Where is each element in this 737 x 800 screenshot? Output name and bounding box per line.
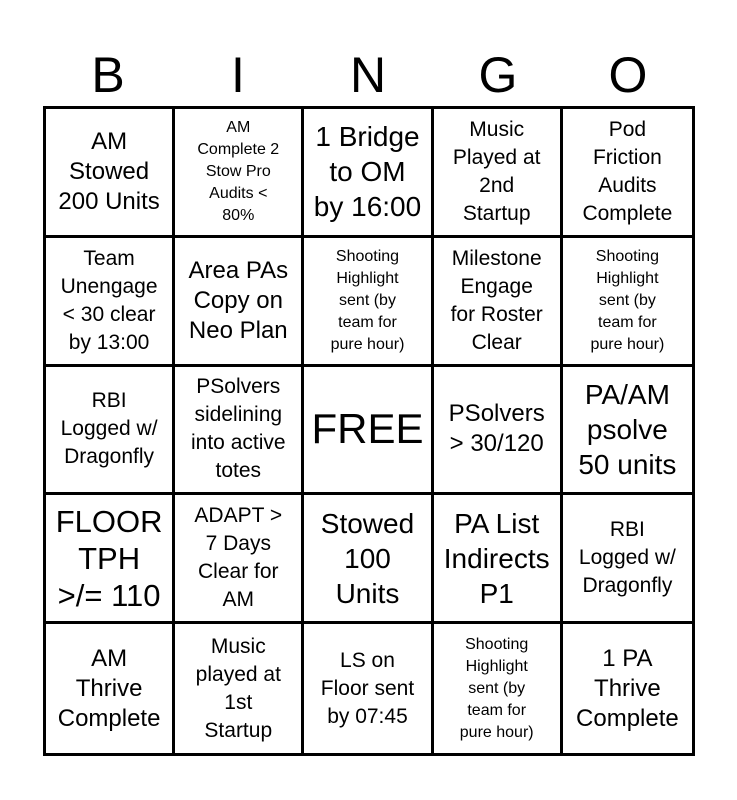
cell-text: FREE <box>311 405 424 453</box>
bingo-cell-r5c1[interactable] <box>46 624 175 753</box>
cell-text: ADAPT > 7 Days Clear for AM <box>194 504 283 612</box>
cell-text: PA/AM psolve 50 units <box>578 378 677 480</box>
bingo-cell-r2c4[interactable] <box>434 238 563 367</box>
bingo-cell-r1c3[interactable] <box>304 109 433 238</box>
bingo-cell-r3c5[interactable] <box>563 367 692 496</box>
bingo-cell-free[interactable] <box>304 367 433 496</box>
bingo-cell-r5c2[interactable] <box>175 624 304 753</box>
bingo-cell-r5c4[interactable] <box>434 624 563 753</box>
bingo-cell-r3c4[interactable] <box>434 367 563 496</box>
cell-text: 1 PA Thrive Complete <box>576 644 679 732</box>
cell-text: Team Unengage < 30 clear by 13:00 <box>60 246 158 354</box>
bingo-board <box>43 106 695 756</box>
bingo-cell-r4c1[interactable] <box>46 495 175 624</box>
bingo-cell-r4c4[interactable] <box>434 495 563 624</box>
cell-text: RBI Logged w/ Dragonfly <box>60 389 158 469</box>
cell-text: PSolvers sidelining into active totes <box>191 375 286 483</box>
cell-text: Music played at 1st Startup <box>195 634 281 742</box>
bingo-cell-r3c1[interactable] <box>46 367 175 496</box>
bingo-cell-r2c3[interactable] <box>304 238 433 367</box>
bingo-cell-r2c5[interactable] <box>563 238 692 367</box>
header-letter-n: N <box>349 47 387 103</box>
cell-text: Milestone Engage for Roster Clear <box>450 246 543 354</box>
cell-text: Pod Friction Audits Complete <box>582 117 673 225</box>
header-letter-i: I <box>231 47 245 103</box>
cell-text: PSolvers > 30/120 <box>448 400 545 458</box>
bingo-cell-r1c4[interactable] <box>434 109 563 238</box>
cell-text: PA List Indirects P1 <box>443 507 550 609</box>
bingo-cell-r2c1[interactable] <box>46 238 175 367</box>
cell-text: RBI Logged w/ Dragonfly <box>578 518 676 598</box>
bingo-cell-r4c5[interactable] <box>563 495 692 624</box>
cell-text: FLOOR TPH >/= 110 <box>55 503 163 613</box>
cell-text: Shooting Highlight sent (by team for pure hour) <box>330 247 405 353</box>
cell-text: LS on Floor sent by 07:45 <box>320 648 415 728</box>
bingo-cell-r1c5[interactable] <box>563 109 692 238</box>
bingo-cell-r5c5[interactable] <box>563 624 692 753</box>
cell-text: AM Stowed 200 Units <box>58 127 160 215</box>
cell-text: Stowed 100 Units <box>320 507 415 609</box>
bingo-header <box>43 44 695 106</box>
cell-text: AM Thrive Complete <box>57 644 161 732</box>
bingo-cell-r4c2[interactable] <box>175 495 304 624</box>
bingo-cell-r3c2[interactable] <box>175 367 304 496</box>
cell-text: Shooting Highlight sent (by team for pure hour) <box>590 247 665 353</box>
cell-text: Shooting Highlight sent (by team for pure hour) <box>459 635 534 741</box>
cell-text: AM Complete 2 Stow Pro Audits < 80% <box>197 118 280 224</box>
header-letter-b: B <box>91 47 125 103</box>
header-letter-o: O <box>608 47 648 103</box>
bingo-cell-r2c2[interactable] <box>175 238 304 367</box>
bingo-cell-r4c3[interactable] <box>304 495 433 624</box>
cell-text: Music Played at 2nd Startup <box>452 117 541 225</box>
header-letter-g: G <box>478 47 518 103</box>
bingo-cell-r1c1[interactable] <box>46 109 175 238</box>
cell-text: Area PAs Copy on Neo Plan <box>188 256 289 344</box>
cell-text: 1 Bridge to OM by 16:00 <box>313 121 422 223</box>
bingo-cell-r5c3[interactable] <box>304 624 433 753</box>
bingo-cell-r1c2[interactable] <box>175 109 304 238</box>
